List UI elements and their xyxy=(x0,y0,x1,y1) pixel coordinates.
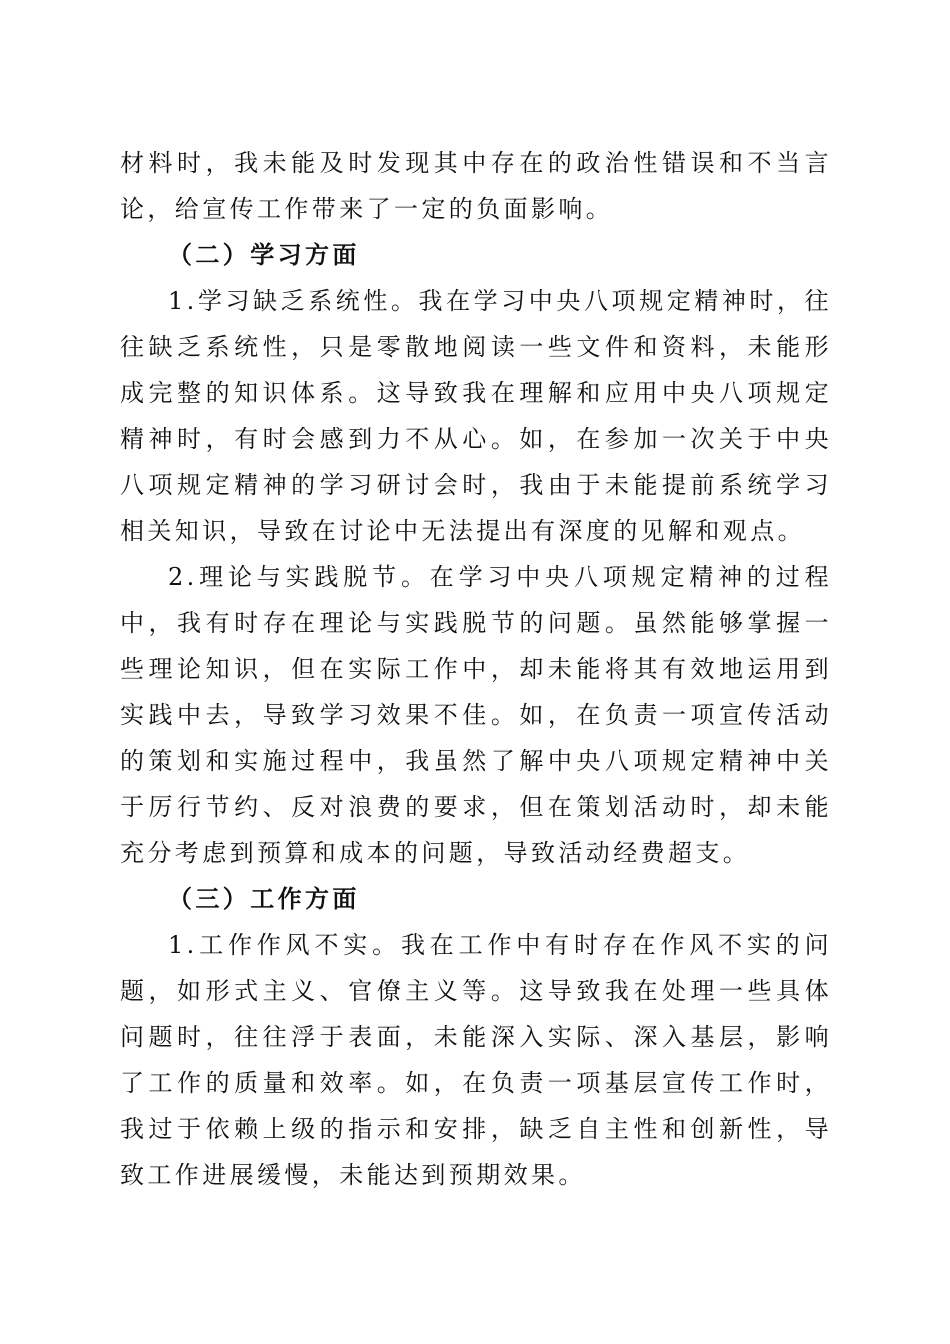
document-body xyxy=(120,140,832,1198)
section-heading-study: （二）学习方面 xyxy=(168,240,360,269)
section-heading-work: （三）工作方面 xyxy=(168,884,360,913)
paragraph-study-systematic: 1.学习缺乏系统性。我在学习中央八项规定精神时，往往缺乏系统性，只是零散地阅读一些文件和资料，未能形成完整的知识体系。这导致我在理解和应用中央八项规定精神时，有时会感到力不从心。如，在参加一次关于中央八项规定精神的学习研讨会时，我由于未能提前系统学习相关知识，导致在讨论中无法提出有深度的见解和观点。 xyxy=(120,287,832,545)
paragraph-study-theory-practice: 2.理论与实践脱节。在学习中央八项规定精神的过程中，我有时存在理论与实践脱节的问题。虽然能够掌握一些理论知识，但在实际工作中，却未能将其有效地运用到实践中去，导致学习效果不佳。如，在负责一项宣传活动的策划和实施过程中，我虽然了解中央八项规定精神中关于厉行节约、反对浪费的要求，但在策划活动时，却未能充分考虑到预算和成本的问题，导致活动经费超支。 xyxy=(120,563,832,867)
paragraph-continuation: 材料时，我未能及时发现其中存在的政治性错误和不当言论，给宣传工作带来了一定的负面影响。 xyxy=(120,149,832,223)
paragraph-work-style: 1.工作作风不实。我在工作中有时存在作风不实的问题，如形式主义、官僚主义等。这导致我在处理一些具体问题时，往往浮于表面，未能深入实际、深入基层，影响了工作的质量和效率。如，在负责一项基层宣传工作时，我过于依赖上级的指示和安排，缺乏自主性和创新性，导致工作进展缓慢，未能达到预期效果。 xyxy=(120,931,832,1189)
